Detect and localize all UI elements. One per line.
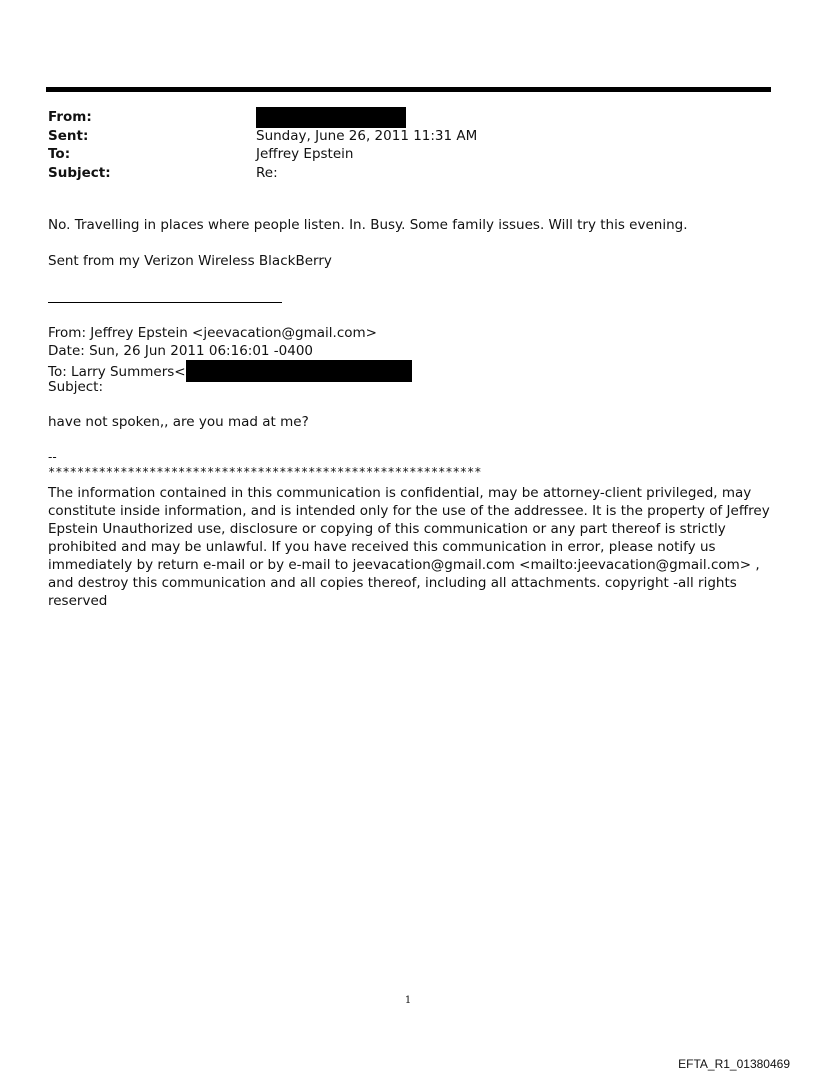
forwarded-message: have not spoken,, are you mad at me? xyxy=(48,414,309,430)
header-rule xyxy=(46,87,771,92)
to-value: Jeffrey Epstein xyxy=(256,146,354,163)
forwarded-subject: Subject: xyxy=(48,379,104,395)
subject-row xyxy=(48,164,477,183)
redacted-recipient xyxy=(186,360,412,382)
redacted-sender xyxy=(256,107,406,128)
reply-signature: Sent from my Verizon Wireless BlackBerry xyxy=(48,253,332,269)
subject-label: Subject: xyxy=(48,164,111,181)
document-id: EFTA_R1_01380469 xyxy=(678,1057,790,1071)
confidentiality-disclaimer: The information contained in this communication is confidential, may be attorney-client privileged, may constitute inside information, and is intended only for the use of the addressee. It is the property of Jeffrey Epstein Unauthorized use, disclosure or copying of this communication or any part thereof is strictly prohibited and may be unlawful. If you have received this communication in error, please notify us immediately by return e-mail or by e-mail to jeevacation@gmail.com <mailto:jeevacation@gmail.com> , and destroy this communication and all copies thereof, including all attachments. copyright -all rights reserved xyxy=(48,485,770,609)
forwarded-to: To: Larry Summers< xyxy=(48,364,186,380)
to-row xyxy=(48,145,477,164)
forwarded-header xyxy=(48,324,412,396)
reply-message: No. Travelling in places where people listen. In. Busy. Some family issues. Will try this evening. xyxy=(48,217,688,233)
page-number: 1 xyxy=(404,995,412,1006)
sent-value: Sunday, June 26, 2011 11:31 AM xyxy=(256,127,478,144)
email-header xyxy=(48,108,477,182)
sent-label: Sent: xyxy=(48,127,89,144)
forwarded-from: From: Jeffrey Epstein <jeevacation@gmail.com> xyxy=(48,325,377,341)
sent-row xyxy=(48,127,477,146)
signature-dashes: -- xyxy=(48,450,57,464)
from-label: From: xyxy=(48,109,92,126)
forwarded-to-row xyxy=(48,360,412,378)
from-row xyxy=(48,108,477,127)
forwarded-date: Date: Sun, 26 Jun 2011 06:16:01 -0400 xyxy=(48,343,314,359)
to-label: To: xyxy=(48,146,71,163)
asterisk-divider: ************************************************************ xyxy=(48,465,482,479)
separator-line xyxy=(48,302,282,303)
subject-value: Re: xyxy=(256,164,278,181)
